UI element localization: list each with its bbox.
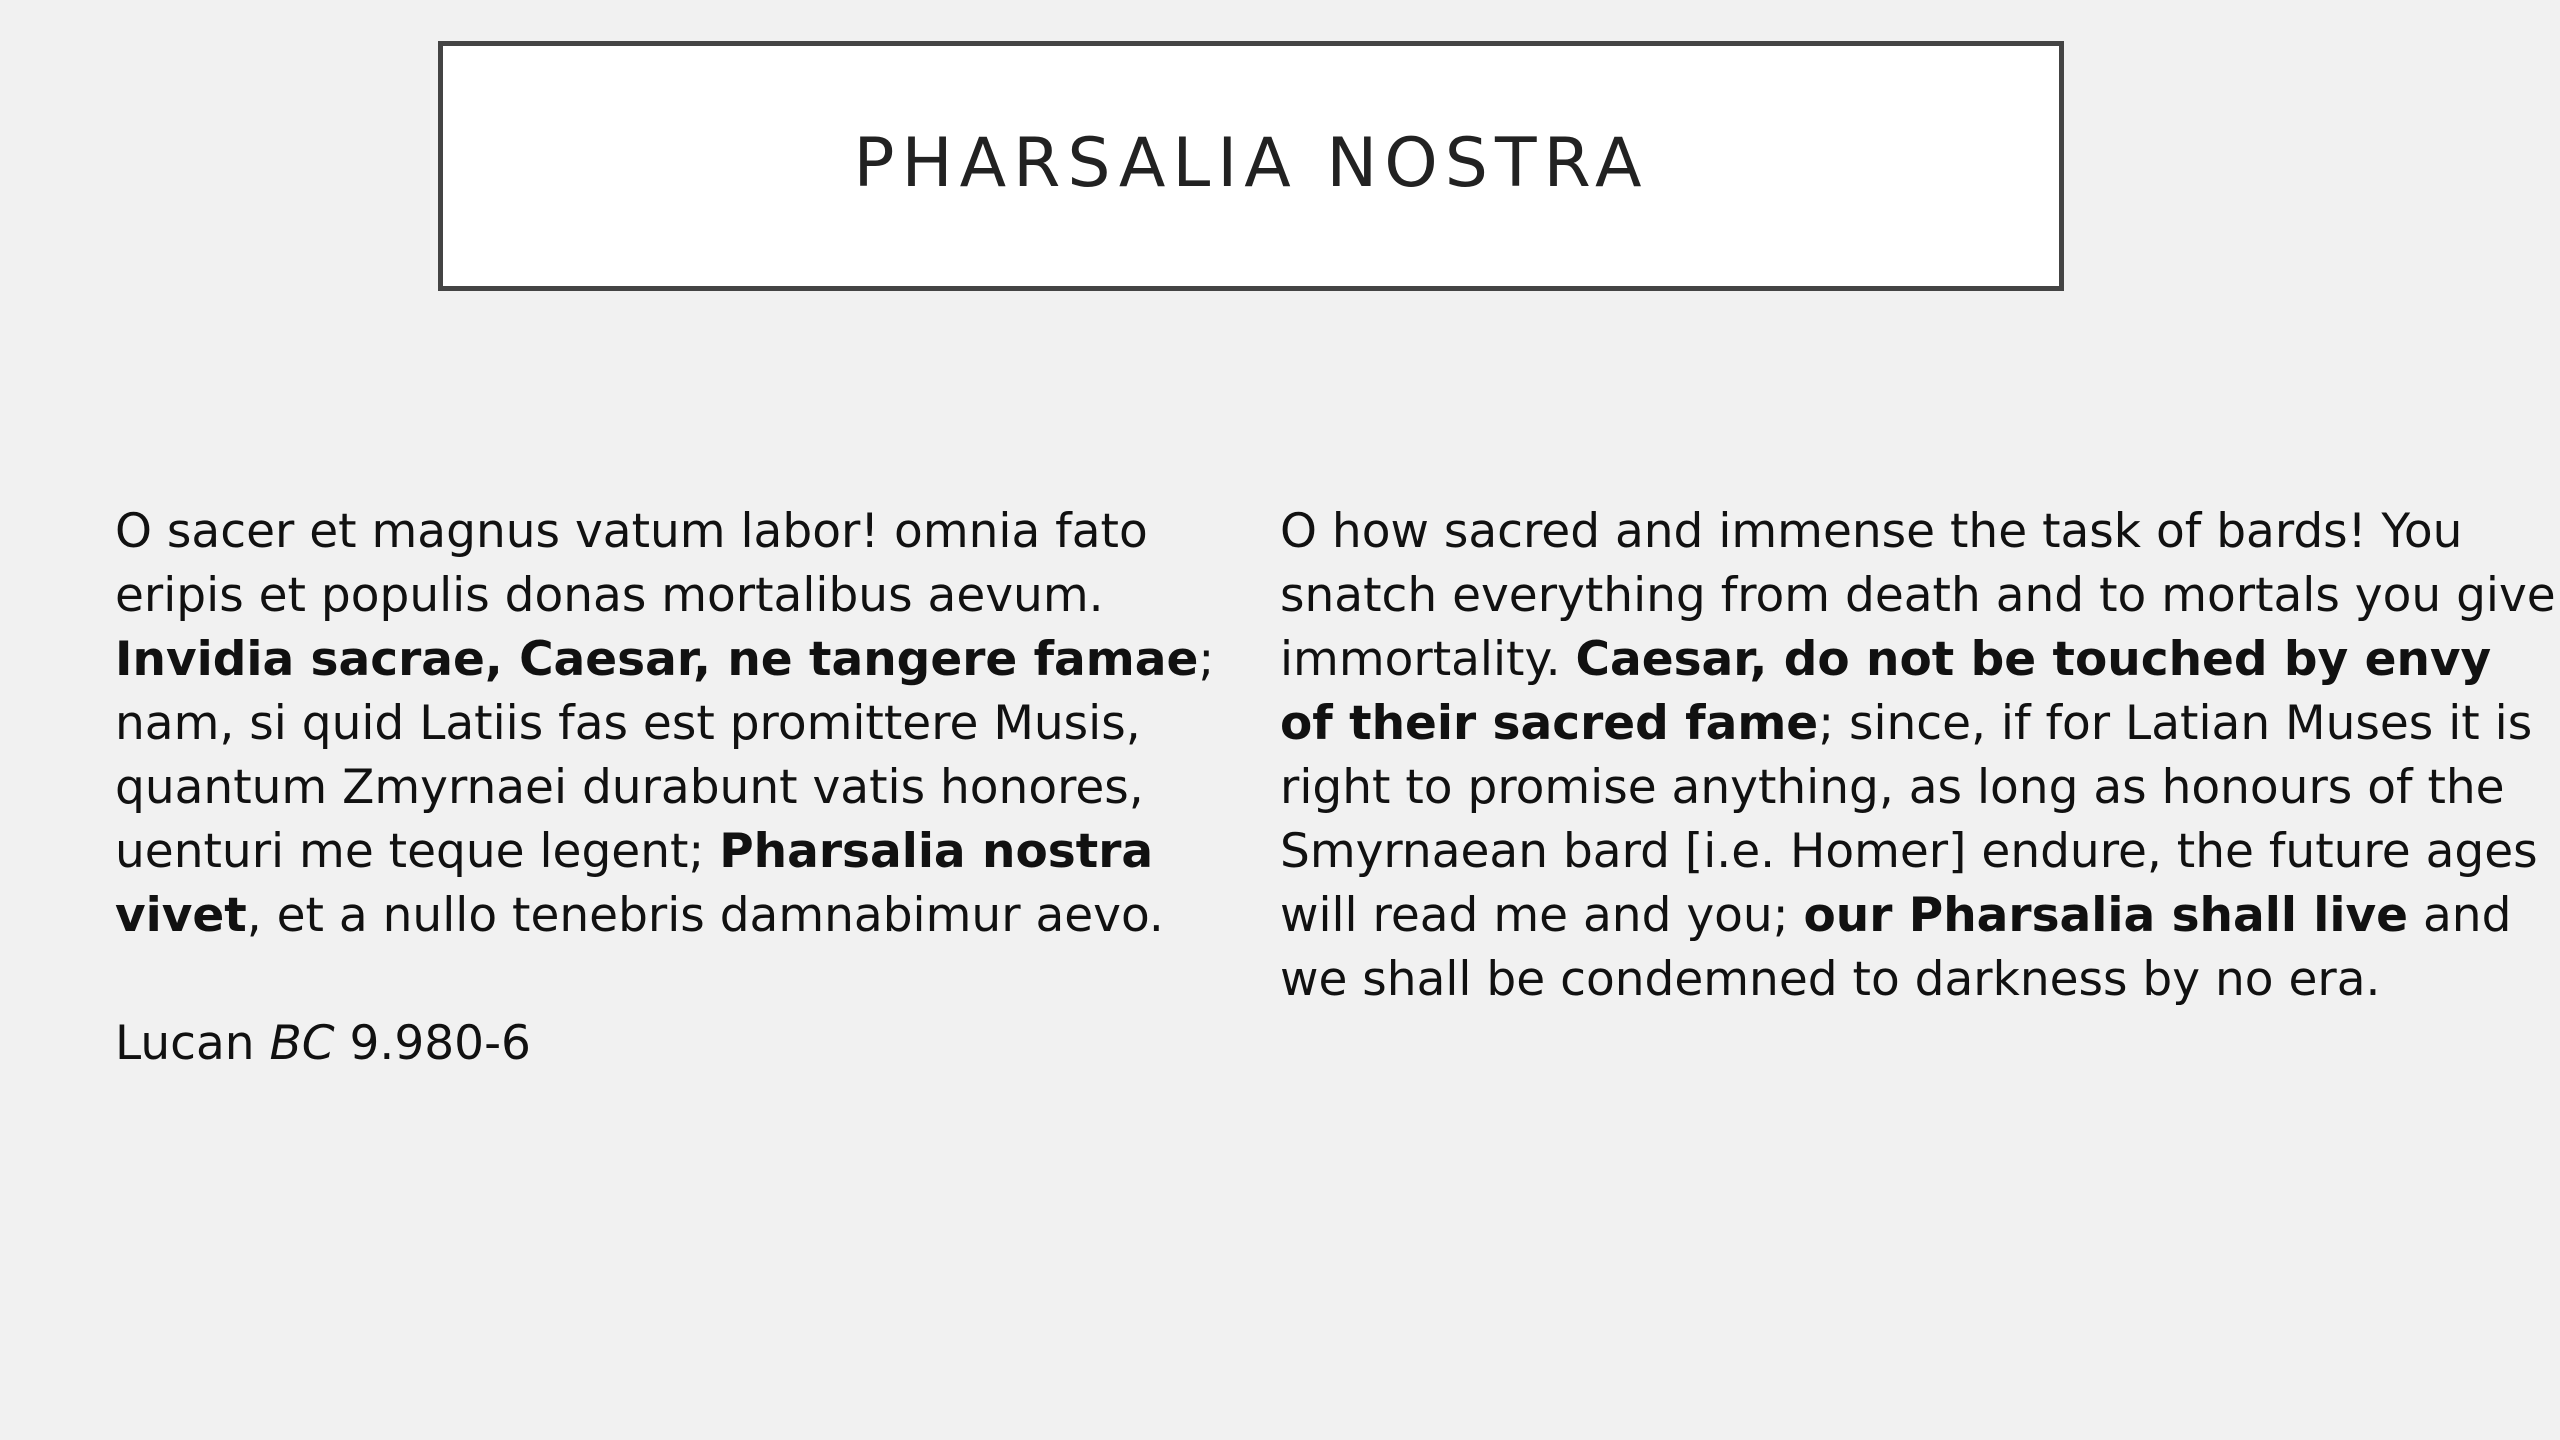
citation-work: BC — [269, 1016, 335, 1071]
latin-text-column — [115, 500, 1215, 1076]
translation-line: of their sacred fame; since, if for Latian Muses it is — [1280, 696, 2533, 751]
latin-line: O sacer et magnus vatum labor! omnia fato — [115, 504, 1148, 559]
citation-reference: 9.980-6 — [334, 1016, 531, 1071]
latin-line: Invidia sacrae, Caesar, ne tangere famae; — [115, 632, 1215, 687]
translation-line: O how sacred and immense the task of bards! You — [1280, 504, 2463, 559]
latin-line: quantum Zmyrnaei durabunt vatis honores, — [115, 760, 1144, 815]
citation-author: Lucan — [115, 1016, 270, 1071]
translation-line: snatch everything from death and to mortals you give — [1280, 568, 2556, 623]
latin-line: nam, si quid Latiis fas est promittere Musis, — [115, 696, 1141, 751]
translation-line: right to promise anything, as long as honours of the — [1280, 760, 2505, 815]
translation-line: Smyrnaean bard [i.e. Homer] endure, the future ages — [1280, 824, 2538, 879]
latin-line: uenturi me teque legent; Pharsalia nostra — [115, 824, 1154, 879]
english-translation-column — [1280, 500, 2556, 1012]
slide-title: PHARSALIA NOSTRA — [853, 123, 1649, 203]
latin-line: vivet, et a nullo tenebris damnabimur aevo. — [115, 888, 1164, 943]
translation-line: immortality. Caesar, do not be touched by envy — [1280, 632, 2492, 687]
latin-line: eripis et populis donas mortalibus aevum. — [115, 568, 1104, 623]
title-box — [438, 41, 2064, 291]
citation — [115, 1012, 1205, 1076]
translation-line: will read me and you; our Pharsalia shall live and — [1280, 888, 2512, 943]
translation-line: we shall be condemned to darkness by no era. — [1280, 952, 2381, 1007]
